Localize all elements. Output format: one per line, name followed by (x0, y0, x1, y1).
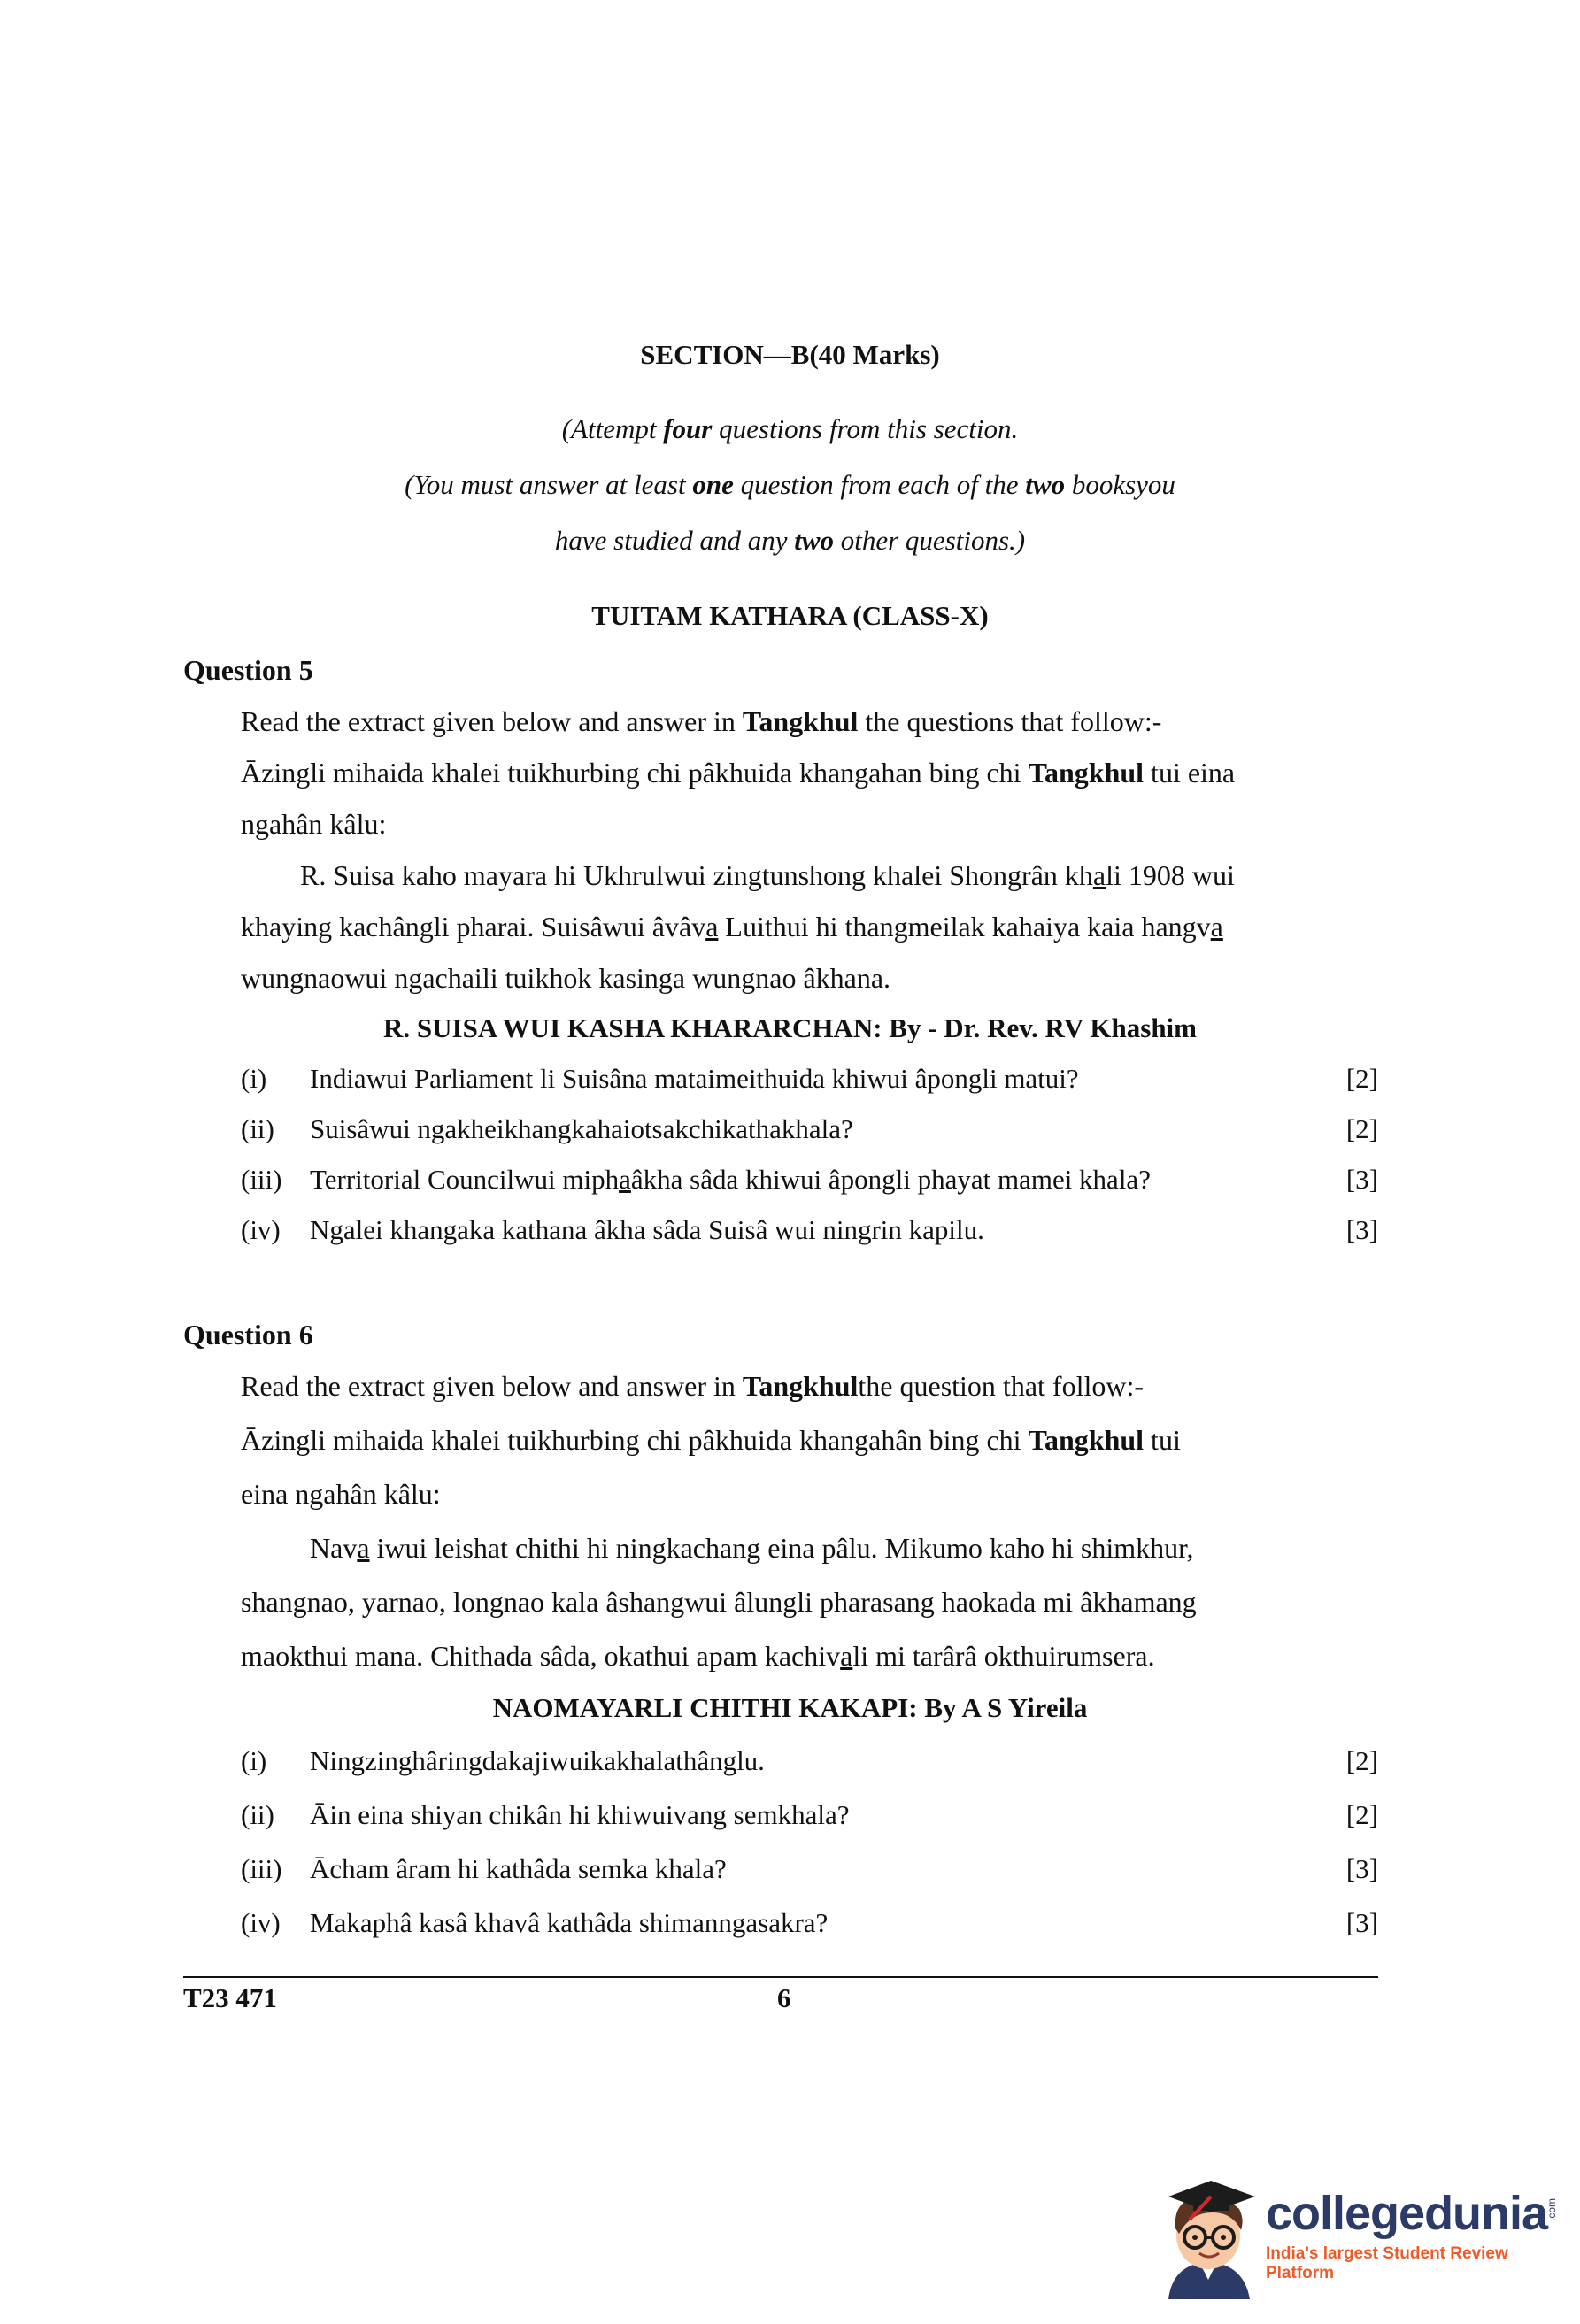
item-text: Territorial Councilwui miphaâkha sâda khiwui âpongli phayat mamei khala? (310, 1164, 1151, 1195)
q6-item-iii (241, 1853, 1378, 1889)
section-instruction-line2: (You must answer at least one question from each of the two booksyou (405, 469, 1175, 500)
item-text: Āin eina shiyan chikân hi khiwuivang semkhala? (310, 1799, 850, 1830)
q5-extract-line3: wungnaowui ngachaili tuikhok kasinga wungnao âkhana. (241, 962, 891, 994)
item-text: Indiawui Parliament li Suisâna mataimeithuida khiwui âpongli matui? (310, 1063, 1079, 1094)
q5-item-iii (241, 1164, 1378, 1199)
q5-extract-line1: R. Suisa kaho mayara hi Ukhrulwui zingtunshong khalei Shongrân khali 1908 wui (300, 859, 1235, 891)
item-text: Makaphâ kasâ khavâ kathâda shimanngasakra? (310, 1907, 829, 1938)
q5-instruction-line3: ngahân kâlu: (241, 808, 387, 840)
question-5-heading: Question 5 (183, 654, 313, 686)
item-marks: [2] (1345, 1799, 1378, 1830)
q6-item-i (241, 1745, 1378, 1781)
logo-wordmark: collegedunia (1266, 2187, 1548, 2240)
q5-instruction-line2: Āzingli mihaida khalei tuikhurbing chi pâkhuida khangahan bing chi Tangkhul tui eina (241, 757, 1236, 789)
item-number: (i) (241, 1063, 267, 1094)
section-title: SECTION—B(40 Marks) (640, 339, 940, 370)
item-marks: [3] (1345, 1853, 1378, 1884)
q6-book-title: NAOMAYARLI CHITHI KAKAPI: By A S Yireila (492, 1692, 1088, 1723)
item-text: Ningzinghâringdakajiwuikakhalathânglu. (310, 1745, 765, 1776)
item-text: Ngalei khangaka kathana âkha sâda Suisâ wui ningrin kapilu. (310, 1214, 984, 1245)
item-number: (ii) (241, 1113, 274, 1144)
item-text: Suisâwui ngakheikhangkahaiotsakchikathakhala? (310, 1113, 853, 1144)
subsection-title: TUITAM KATHARA (CLASS-X) (591, 600, 989, 631)
q6-item-ii (241, 1799, 1378, 1835)
q5-item-iv (241, 1214, 1378, 1250)
page-number: 6 (777, 1982, 791, 2013)
question-6-heading: Question 6 (183, 1319, 313, 1351)
collegedunia-logo (1151, 2166, 1558, 2299)
q5-item-i (241, 1063, 1378, 1098)
q6-extract-line1: Nava iwui leishat chithi hi ningkachang eina pâlu. Mikumo kaho hi shimkhur, (310, 1532, 1194, 1564)
section-instruction-line1: (Attempt four questions from this section. (561, 413, 1019, 444)
q6-instruction-line1: Read the extract given below and answer in Tangkhulthe question that follow:- (241, 1370, 1144, 1402)
student-mascot-icon (1151, 2166, 1266, 2299)
item-number: (ii) (241, 1799, 274, 1830)
item-marks: [3] (1345, 1214, 1378, 1245)
footer-divider (183, 1976, 1378, 1978)
item-number: (iii) (241, 1853, 282, 1884)
q6-extract-line3: maokthui mana. Chithada sâda, okathui apam kachivali mi tarârâ okthuirumsera. (241, 1640, 1155, 1672)
item-number: (iv) (241, 1214, 281, 1245)
q6-instruction-line3: eina ngahân kâlu: (241, 1478, 441, 1510)
q5-item-ii (241, 1113, 1378, 1149)
q5-book-title: R. SUISA WUI KASHA KHARARCHAN: By - Dr. Rev. RV Khashim (383, 1012, 1197, 1043)
logo-tagline: India's largest Student Review Platform (1266, 2244, 1508, 2282)
logo-domain: .com (1545, 2198, 1558, 2222)
item-number: (i) (241, 1745, 267, 1776)
paper-code: T23 471 (183, 1982, 277, 2013)
q6-extract-line2: shangnao, yarnao, longnao kala âshangwui âlungli pharasang haokada mi âkhamang (241, 1586, 1197, 1618)
section-instruction-line3: have studied and any two other questions.) (554, 525, 1026, 556)
item-number: (iii) (241, 1164, 282, 1195)
item-marks: [3] (1345, 1164, 1378, 1195)
item-marks: [2] (1345, 1063, 1378, 1094)
item-marks: [3] (1345, 1907, 1378, 1938)
item-marks: [2] (1345, 1745, 1378, 1776)
q5-extract-line2: khaying kachângli pharai. Suisâwui âvâva Luithui hi thangmeilak kahaiya kaia hangva (241, 911, 1223, 943)
q6-item-iv (241, 1907, 1378, 1943)
q5-instruction-line1: Read the extract given below and answer in Tangkhul the questions that follow:- (241, 705, 1162, 737)
q6-instruction-line2: Āzingli mihaida khalei tuikhurbing chi pâkhuida khangahân bing chi Tangkhul tui (241, 1424, 1181, 1456)
item-text: Ācham âram hi kathâda semka khala? (310, 1853, 727, 1884)
item-marks: [2] (1345, 1113, 1378, 1144)
item-number: (iv) (241, 1907, 281, 1938)
